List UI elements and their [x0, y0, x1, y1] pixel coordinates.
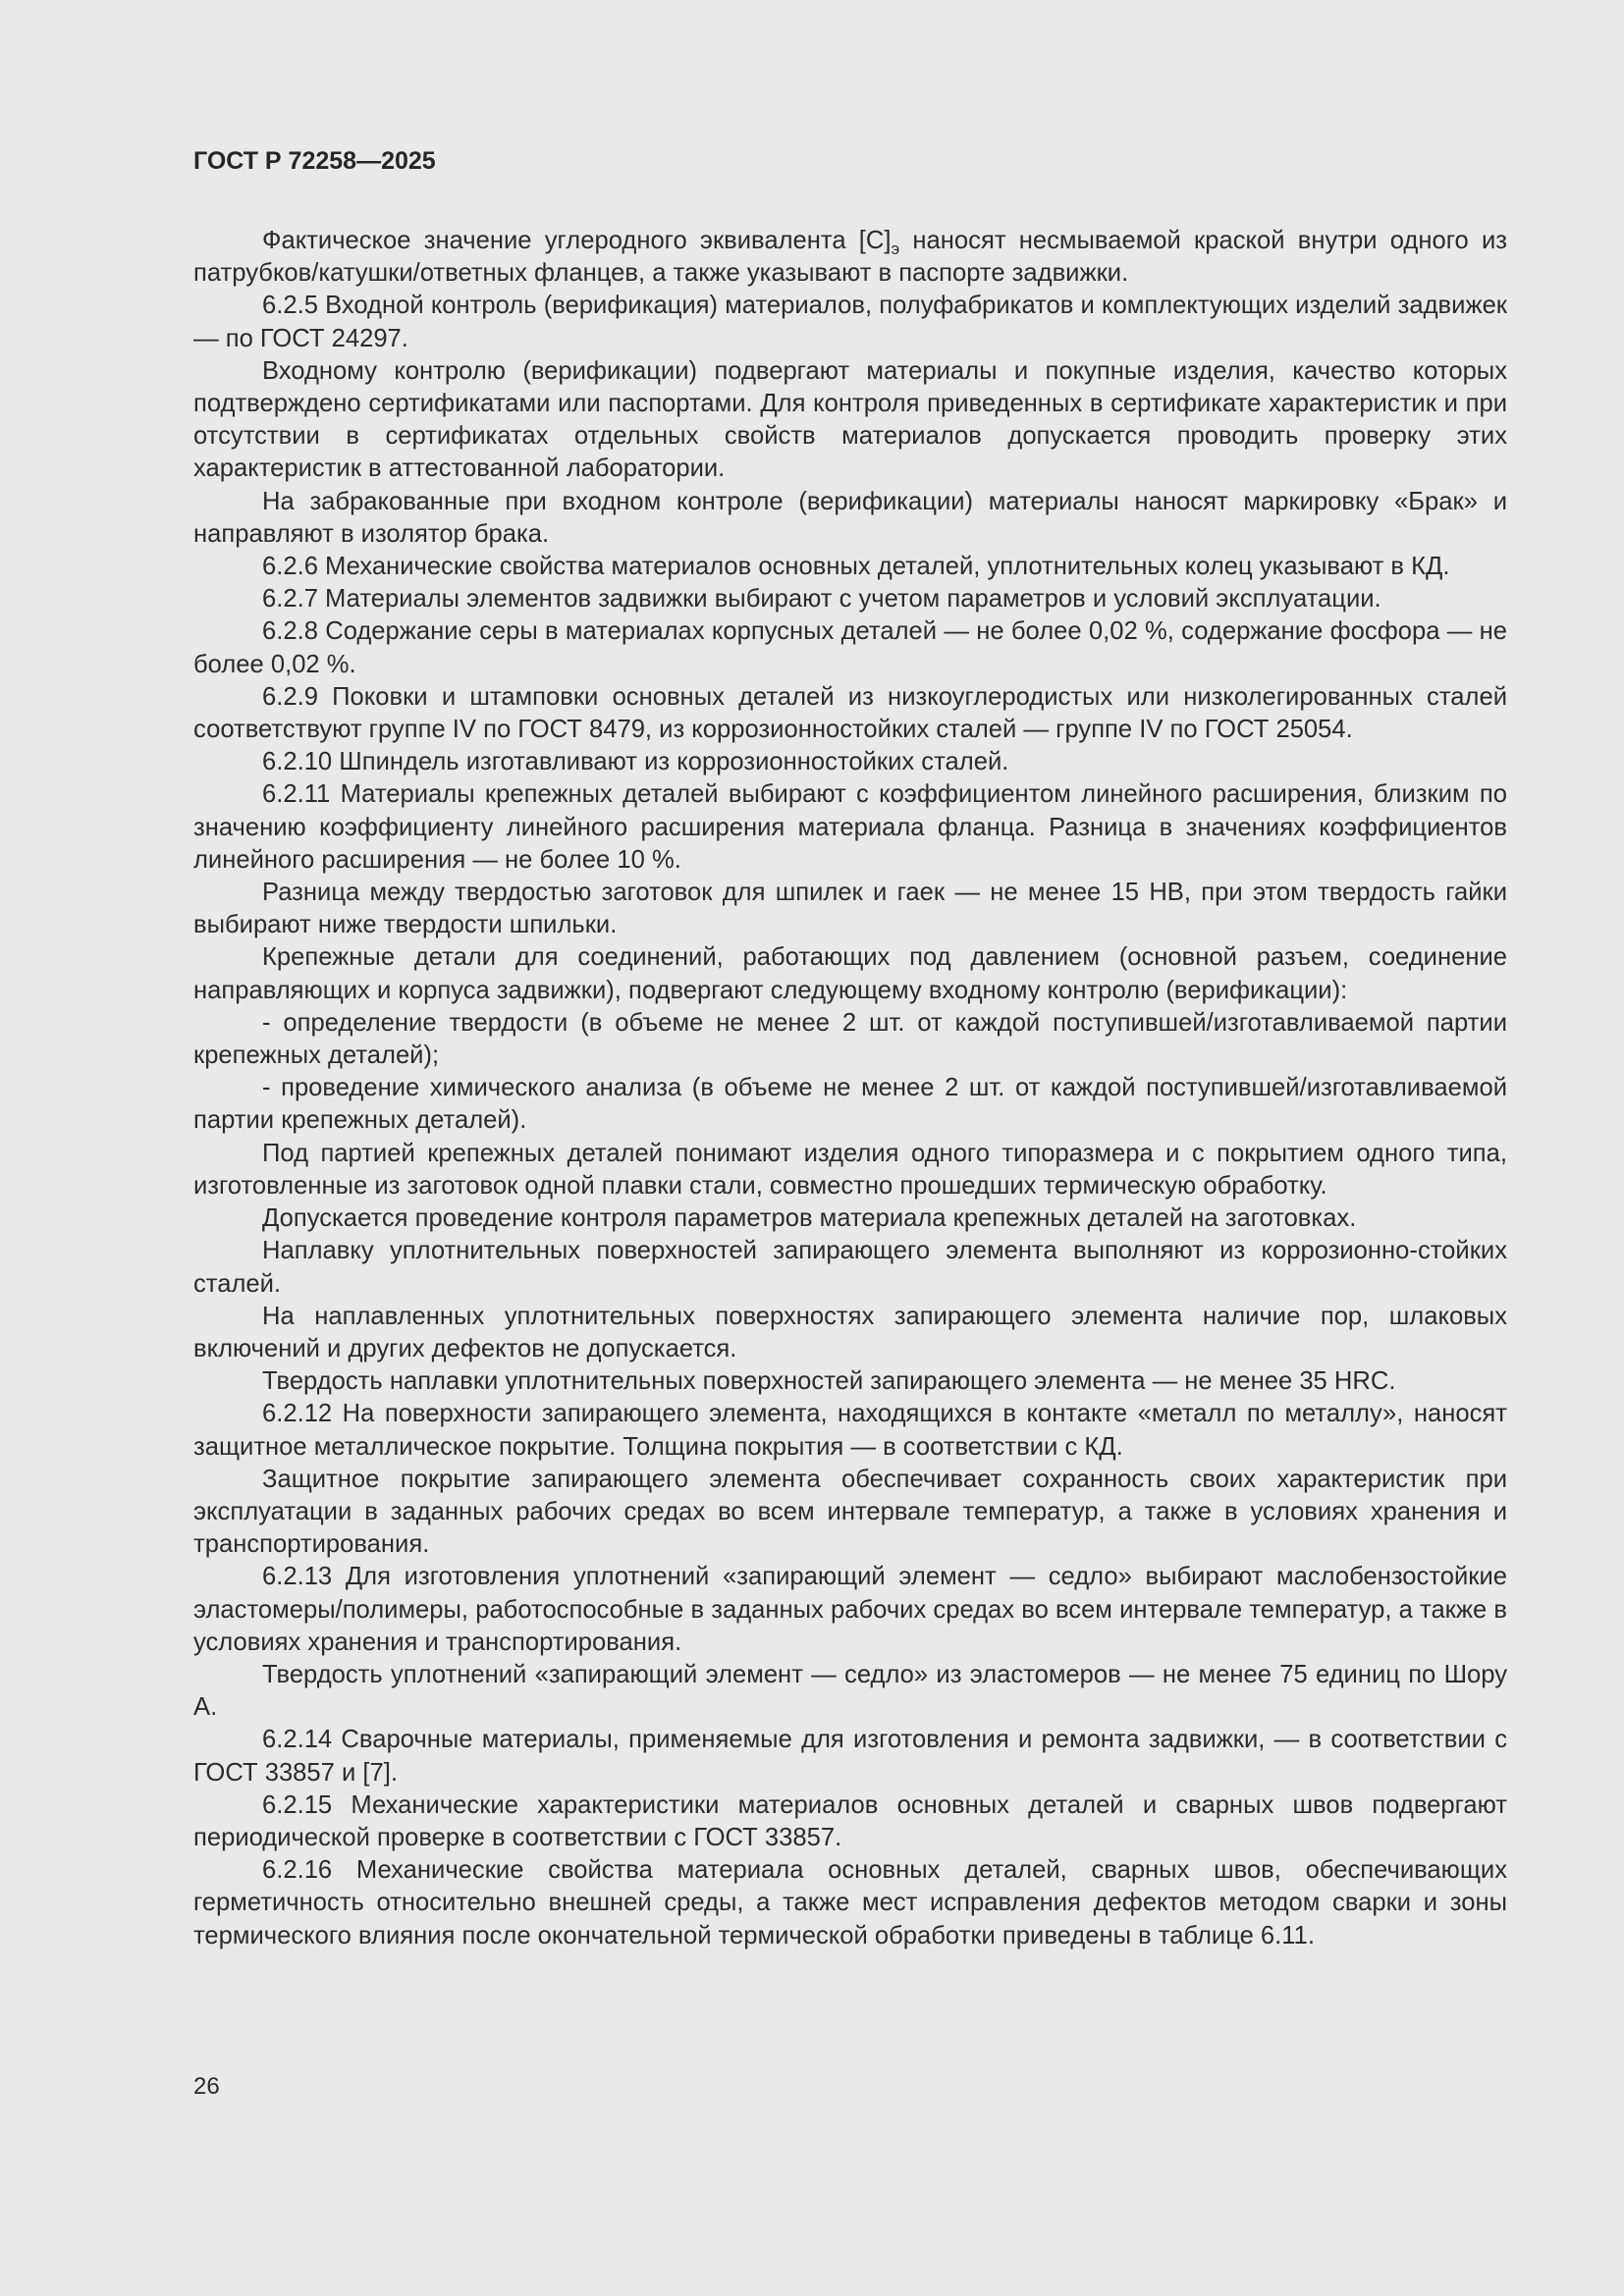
paragraph: 6.2.11 Материалы крепежных деталей выбирают с коэффициентом линейного расширения, близким по значению коэффициенту линейного расширения материала фланца. Разница в значениях коэффициентов линейного расширения — не более 10 %. [193, 780, 1507, 874]
paragraph: Наплавку уплотнительных поверхностей запирающего элемента выполняют из коррозионно-стойких сталей. [193, 1237, 1507, 1298]
paragraph: 6.2.9 Поковки и штамповки основных деталей из низкоуглеродистых или низколегированных сталей соответствуют группе IV по ГОСТ 8479, из коррозионностойких сталей — группе IV по ГОСТ 25054. [193, 682, 1507, 744]
paragraph: Разница между твердостью заготовок для шпилек и гаек — не менее 15 НВ, при этом твердость гайки выбирают ниже твердости шпильки. [193, 879, 1507, 939]
paragraph: 6.2.12 На поверхности запирающего элемента, находящихся в контакте «металл по металлу», наносят защитное металлическое покрытие. Толщина покрытия — в соответствии с КД. [193, 1400, 1507, 1461]
paragraph: 6.2.13 Для изготовления уплотнений «запирающий элемент — седло» выбирают маслобензостойкие эластомеры/полимеры, работоспособные в заданных рабочих средах во всем интервале температур, а также в условиях хранения и транспортирования. [193, 1563, 1507, 1656]
paragraph: Допускается проведение контроля параметров материала крепежных деталей на заготовках. [262, 1204, 1357, 1233]
paragraph: Защитное покрытие запирающего элемента обеспечивает сохранность своих характеристик при эксплуатации в заданных рабочих средах во всем интервале температур, а также в условиях хранения и транспортирования. [193, 1465, 1507, 1559]
list-item: - определение твердости (в объеме не менее 2 шт. от каждой поступившей/изготавливаемой партии крепежных деталей); [193, 1008, 1507, 1070]
paragraph: На забракованные при входном контроле (верификации) материалы наносят маркировку «Брак» и направляют в изолятор брака. [193, 487, 1507, 548]
paragraph: Твердость наплавки уплотнительных поверхностей запирающего элемента — не менее 35 HRC. [262, 1367, 1396, 1396]
paragraph: 6.2.5 Входной контроль (верификация) материалов, полуфабрикатов и комплектующих изделий задвижек — по ГОСТ 24297. [193, 292, 1507, 352]
list-item: - проведение химического анализа (в объеме не менее 2 шт. от каждой поступившей/изготавливаемой партии крепежных деталей). [193, 1074, 1507, 1135]
paragraph: 6.2.8 Содержание серы в материалах корпусных деталей — не более 0,02 %, содержание фосфора — не более 0,02 %. [193, 617, 1507, 678]
paragraph: 6.2.15 Механические характеристики материалов основных деталей и сварных швов подвергают периодической проверке в соответствии с ГОСТ 33857. [193, 1790, 1507, 1851]
document-body [193, 225, 1507, 1952]
page-number: 26 [193, 2073, 220, 2100]
paragraph: Крепежные детали для соединений, работающих под давлением (основной разъем, соединение направляющих и корпуса задвижки), подвергают следующему входному контролю (верификации): [193, 943, 1507, 1004]
paragraph-text: наносят несмываемой краской внутри одного из патрубков/катушки/ответных фланцев, а также указывают в паспорте задвижки. [193, 227, 1507, 288]
paragraph: 6.2.16 Механические свойства материала основных деталей, сварных швов, обеспечивающих герметичность относительно внешней среды, а также мест исправления дефектов методом сварки и зоны термического влияния после окончательной термической обработки приведены в таблице 6.11. [193, 1856, 1507, 1949]
paragraph: 6.2.7 Материалы элементов задвижки выбирают с учетом параметров и условий эксплуатации. [262, 585, 1381, 614]
paragraph: Под партией крепежных деталей понимают изделия одного типоразмера и с покрытием одного типа, изготовленные из заготовок одной плавки стали, совместно прошедших термическую обработку. [193, 1139, 1507, 1200]
paragraph: Твердость уплотнений «запирающий элемент — седло» из эластомеров — не менее 75 единиц по Шору А. [193, 1660, 1507, 1722]
paragraph-text: Фактическое значение углеродного эквивалента [С] [262, 227, 892, 254]
paragraph [193, 225, 1507, 290]
paragraph: На наплавленных уплотнительных поверхностях запирающего элемента наличие пор, шлаковых включений и других дефектов не допускается. [193, 1302, 1507, 1362]
paragraph: 6.2.6 Механические свойства материалов основных деталей, уплотнительных колец указывают в КД. [262, 553, 1450, 581]
paragraph: Входному контролю (верификации) подвергают материалы и покупные изделия, качество которых подтверждено сертификатами или паспортами. Для контроля приведенных в сертификате характеристик и при отсутствии в сертификатах отдельных свойств материалов допускается проводить проверку этих характеристик в аттестованной лаборатории. [193, 356, 1507, 483]
paragraph: 6.2.14 Сварочные материалы, применяемые для изготовления и ремонта задвижки, — в соответствии с ГОСТ 33857 и [7]. [193, 1726, 1507, 1787]
paragraph: 6.2.10 Шпиндель изготавливают из коррозионностойких сталей. [262, 748, 1009, 776]
document-header: ГОСТ Р 72258—2025 [193, 147, 436, 175]
subscript-e: э [891, 240, 900, 259]
